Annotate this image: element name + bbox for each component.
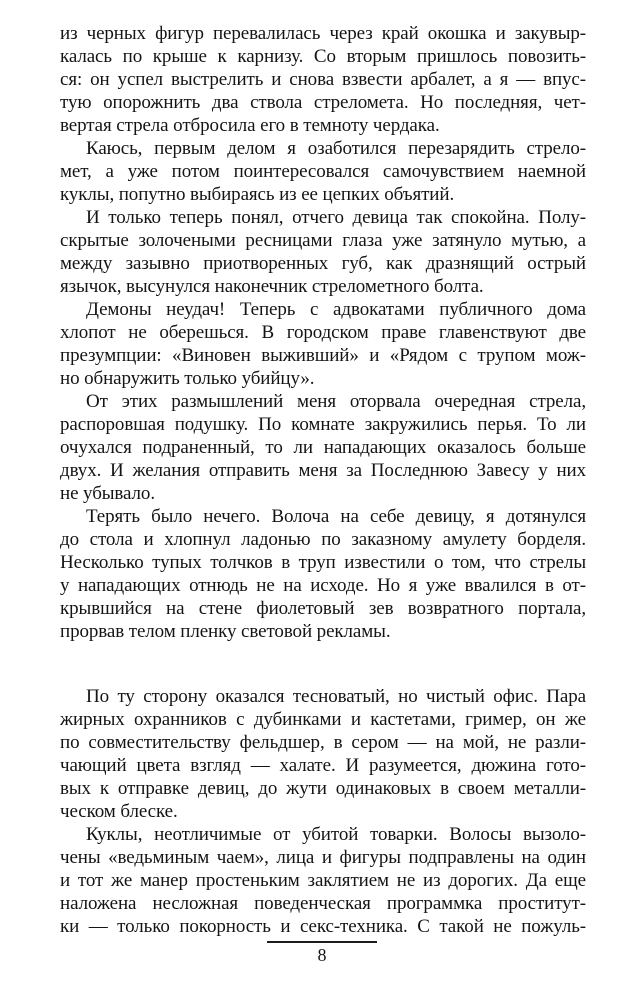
text-line: и тот же манер простеньким заклятием не из дорогих. Да еще: [60, 870, 586, 891]
text-line: наложена несложная поведенческая программка проститут-: [60, 893, 586, 914]
text-line: Куклы, неотличимые от убитой товарки. Волосы вызоло-: [86, 824, 586, 845]
text-line: мет, а уже потом поинтересовался самочувствием наемной: [60, 161, 586, 182]
text-line: калась по крыше к карнизу. Со вторым пришлось повозить-: [60, 46, 586, 67]
paragraph: [60, 22, 586, 137]
text-line: у нападающих отнюдь не на исходе. Но я уже ввалился в от-: [60, 575, 586, 596]
text-line: вых к отправке девиц, до жути одинаковых в своем металли-: [60, 778, 586, 799]
text-line: скрытые золочеными ресницами глаза уже затянуло мутью, а: [60, 230, 586, 251]
text-line: язычок, высунулся наконечник стрелометного болта.: [60, 276, 484, 297]
text-line: по совместительству фельдшер, в сером — на мой, не разли-: [60, 732, 586, 753]
text-line: распоровшая подушку. По комнате закружились перья. То ли: [60, 414, 586, 435]
text-line: ческом блеске.: [60, 801, 178, 822]
text-line: Несколько тупых толчков в труп известили о том, что стрелы: [60, 552, 586, 573]
text-line: до стола и хлопнул ладонью по заказному амулету борделя.: [60, 529, 586, 550]
text-line: крывшийся на стене фиолетовый зев возвратного портала,: [60, 598, 586, 619]
text-line: презумпции: «Виновен выживший» и «Рядом с трупом мож-: [60, 345, 586, 366]
page-footer: [0, 941, 644, 965]
text-line: ся: он успел выстрелить и снова взвести арбалет, а я — впус-: [60, 69, 586, 90]
paragraph: [60, 390, 586, 505]
text-line: чающий цвета взгляд — халате. И разумеется, дюжина гото-: [60, 755, 586, 776]
text-line: хлопот не оберешься. В городском праве главенствуют две: [60, 322, 586, 343]
paragraph: [60, 298, 586, 390]
text-line: двух. И желания отправить меня за Последнюю Завесу у них: [60, 460, 586, 481]
text-line: очухался подраненный, то ли нападающих оказалось больше: [60, 437, 586, 458]
footer-divider: [267, 941, 377, 943]
text-line: из черных фигур перевалилась через край окошка и закувыр-: [60, 23, 586, 44]
text-line: между зазывно приотворенных губ, как дразнящий острый: [60, 253, 586, 274]
text-line: тую опорожнить два ствола стреломета. Но последняя, чет-: [60, 92, 586, 113]
text-line: Демоны неудач! Теперь с адвокатами публичного дома: [86, 299, 586, 320]
text-line: Терять было нечего. Волоча на себе девицу, я дотянулся: [86, 506, 586, 527]
text-line: От этих размышлений меня оторвала очередная стрела,: [86, 391, 586, 412]
text-line: но обнаружить только убийцу».: [60, 368, 315, 389]
page-text-block: [60, 22, 586, 938]
text-line: По ту сторону оказался тесноватый, но чистый офис. Пара: [86, 686, 586, 707]
paragraph: [60, 206, 586, 298]
text-line: жирных охранников с дубинками и кастетами, гример, он же: [60, 709, 586, 730]
text-line: не убывало.: [60, 483, 155, 504]
page-number: 8: [317, 945, 327, 965]
paragraph: [60, 823, 586, 938]
text-line: вертая стрела отбросила его в темноту чердака.: [60, 115, 440, 136]
paragraph: [60, 137, 586, 206]
paragraph: [60, 505, 586, 643]
text-line: чены «ведьминым чаем», лица и фигуры подправлены на один: [60, 847, 586, 868]
text-line: И только теперь понял, отчего девица так спокойна. Полу-: [86, 207, 586, 228]
text-line: прорвав телом пленку световой рекламы.: [60, 621, 391, 642]
text-line: ки — только покорность и секс-техника. С такой не пожуль-: [60, 916, 586, 937]
paragraph: [60, 685, 586, 823]
text-line: Каюсь, первым делом я озаботился перезарядить стрело-: [86, 138, 586, 159]
text-line: куклы, попутно выбираясь из ее цепких объятий.: [60, 184, 455, 205]
